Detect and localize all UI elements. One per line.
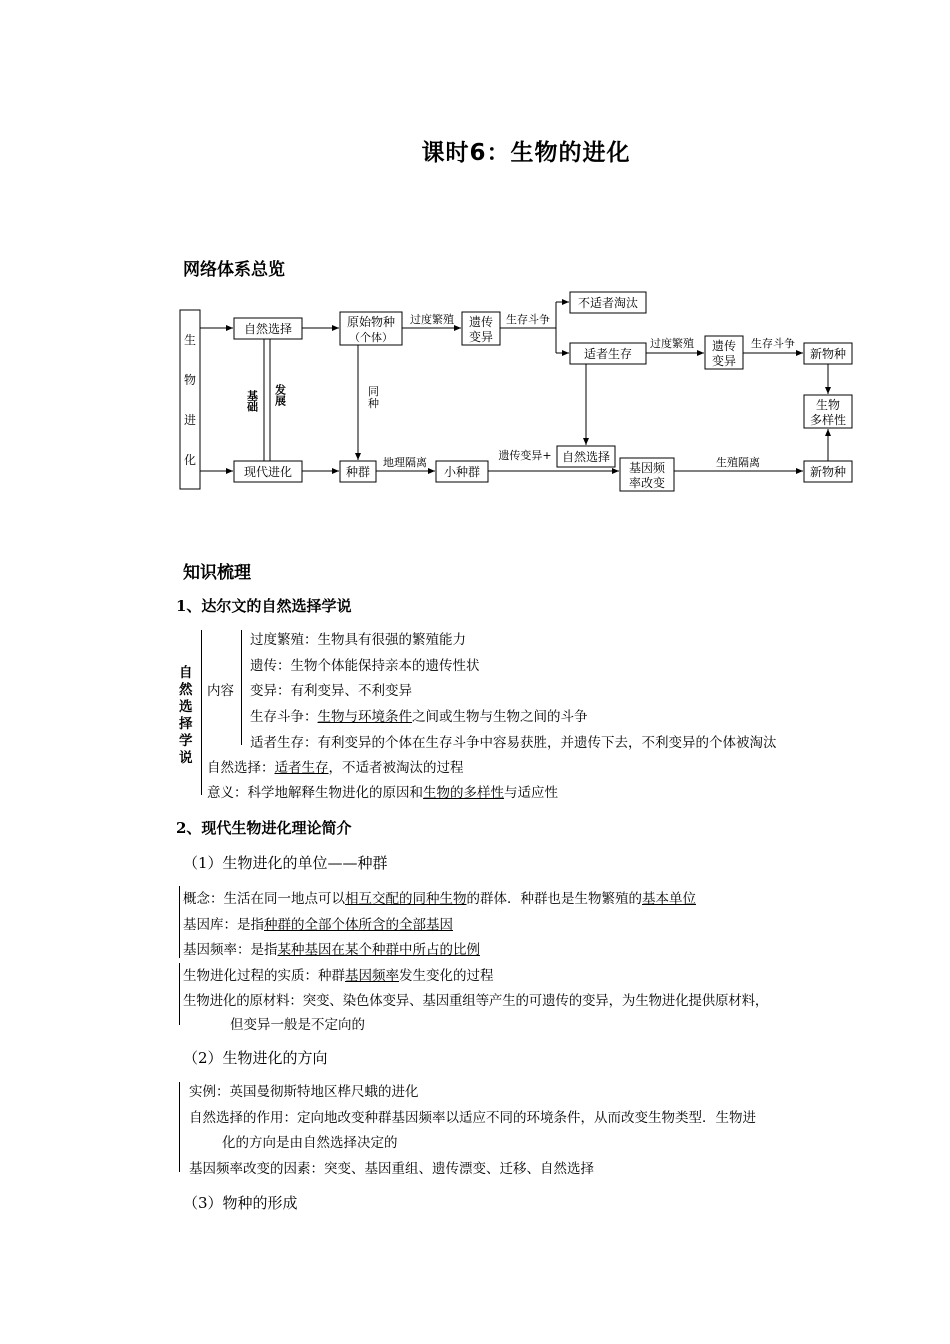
label-small-population: 小种群 — [443, 465, 481, 479]
darwin-line-meaning: 意义：科学地解释生物进化的原因和生物的多样性与适应性 — [207, 785, 558, 801]
label-fit-survive: 适者生存 — [583, 347, 633, 361]
left-char-2: 物 — [183, 373, 197, 387]
label-develop: 发展 — [273, 384, 287, 406]
label-repro-isolation: 生殖隔离 — [716, 456, 760, 469]
label-struggle-1: 生存斗争 — [506, 313, 550, 326]
label-overbreeding-2: 过度繁殖 — [650, 337, 694, 350]
darwin-line-heredity: 遗传：生物个体能保持亲本的遗传性状 — [250, 658, 480, 674]
section-heading-overview: 网络体系总览 — [183, 260, 285, 280]
label-heredity-2b: 变异 — [711, 354, 737, 368]
brace-direction — [179, 1082, 180, 1172]
line-material-2: 但变异一般是不定向的 — [230, 1017, 365, 1033]
label-modern-evolution: 现代进化 — [243, 465, 293, 479]
subheading-unit: （1）生物进化的单位——种群 — [183, 854, 388, 872]
subheading-speciation: （3）物种的形成 — [183, 1194, 298, 1212]
label-new-species-2: 新物种 — [809, 465, 847, 479]
label-geo-isolation: 地理隔离 — [383, 456, 427, 469]
darwin-side-label: 自然选择学说 — [179, 665, 193, 766]
label-same-species-b: 种 — [368, 397, 379, 410]
label-natural-selection: 自然选择 — [243, 322, 293, 336]
label-individual: （个体） — [349, 331, 393, 344]
darwin-line-overbreeding: 过度繁殖：生物具有很强的繁殖能力 — [250, 632, 466, 648]
darwin-line-fit: 适者生存：有利变异的个体在生存斗争中容易获胜，并遗传下去，不利变异的个体被淘汰 — [250, 735, 777, 751]
darwin-line-variation: 变异：有利变异、不利变异 — [250, 683, 412, 699]
label-gene-freq-b: 率改变 — [628, 476, 666, 490]
darwin-line-selection: 自然选择：适者生存，不适者被淘汰的过程 — [207, 760, 464, 776]
label-gene-freq-a: 基因频 — [628, 461, 666, 475]
page-title: 课时6：生物的进化 — [421, 140, 631, 166]
line-material-1: 生物进化的原材料：突变、染色体变异、基因重组等产生的可遗传的变异，为生物进化提供原材料， — [183, 993, 769, 1009]
left-char-3: 进 — [183, 413, 197, 427]
brace-population — [179, 886, 180, 958]
label-biodiversity-a: 生物 — [815, 398, 841, 412]
section-heading-knowledge: 知识梳理 — [183, 563, 251, 583]
line-gene-frequency: 基因频率：是指某种基因在某个种群中所占的比例 — [183, 942, 480, 958]
left-char-4: 化 — [183, 453, 197, 467]
brace-content — [241, 630, 242, 745]
label-struggle-2: 生存斗争 — [751, 337, 795, 350]
label-variation-plus: 遗传变异+ — [498, 449, 552, 462]
line-essence: 生物进化过程的实质：种群基因频率发生变化的过程 — [183, 968, 494, 984]
label-natural-selection-2: 自然选择 — [561, 450, 611, 464]
line-gene-pool: 基因库：是指种群的全部个体所含的全部基因 — [183, 917, 453, 933]
darwin-content-label: 内容 — [207, 683, 234, 699]
line-example: 实例：英国曼彻斯特地区桦尺蛾的进化 — [189, 1084, 419, 1100]
darwin-line-struggle: 生存斗争：生物与环境条件之间或生物与生物之间的斗争 — [250, 709, 588, 725]
label-heredity-2a: 遗传 — [711, 339, 737, 353]
label-population: 种群 — [345, 465, 371, 479]
label-biodiversity-b: 多样性 — [809, 413, 847, 427]
label-same-species-a: 同 — [368, 385, 379, 398]
label-unfit-eliminated: 不适者淘汰 — [577, 296, 639, 310]
line-role-2: 化的方向是由自然选择决定的 — [222, 1135, 398, 1151]
brace-darwin — [201, 630, 202, 795]
left-char-1: 生 — [183, 333, 197, 347]
heading-darwin: 1、达尔文的自然选择学说 — [176, 597, 352, 615]
line-factors: 基因频率改变的因素：突变、基因重组、遗传漂变、迁移、自然选择 — [189, 1161, 594, 1177]
brace-evolution — [179, 963, 180, 1025]
label-original-species: 原始物种 — [346, 315, 396, 329]
subheading-direction: （2）生物进化的方向 — [183, 1049, 328, 1067]
label-basis: 基础 — [245, 390, 259, 412]
line-role-1: 自然选择的作用：定向地改变种群基因频率以适应不同的环境条件，从而改变生物类型．生物进 — [189, 1110, 756, 1126]
heading-modern: 2、现代生物进化理论简介 — [176, 819, 352, 837]
label-heredity-1a: 遗传 — [468, 315, 494, 329]
label-overbreeding-1: 过度繁殖 — [410, 313, 454, 326]
evolution-concept-map — [0, 0, 950, 520]
label-heredity-1b: 变异 — [468, 330, 494, 344]
line-concept: 概念：生活在同一地点可以相互交配的同种生物的群体．种群也是生物繁殖的基本单位 — [183, 891, 696, 907]
label-new-species-1: 新物种 — [809, 347, 847, 361]
